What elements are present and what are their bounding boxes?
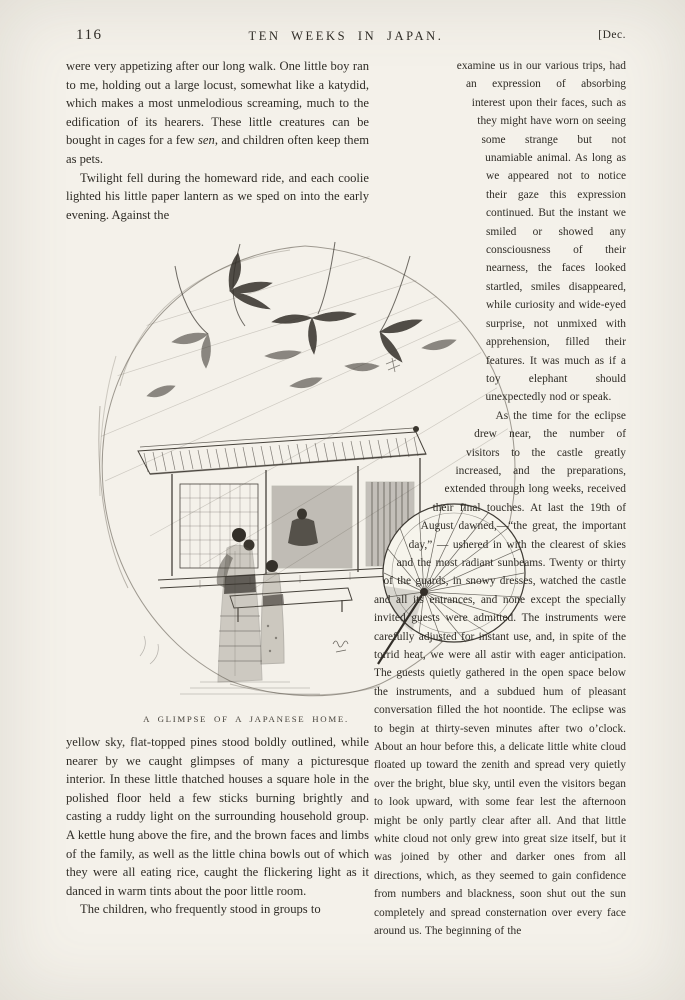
date-marker: [Dec. [598, 29, 626, 41]
left-column-bottom [66, 733, 369, 919]
page-header [66, 27, 626, 47]
paragraph: examine us in our various trips, had an expression of absorbing interest upon their faces, such as they might have worn on seeing some strange but not unamiable animal. As long as we appeared not to notice their gaze this expression continued. But the instant we smiled or showed any consciousness of their nearness, the faces looked startled, smiles disappeared, while curiosity and wide-eyed surprise, not unmixed with apprehension, filled their features. It was much as if a toy elephant should unexpectedly nod or speak. [456, 60, 626, 404]
paragraph-text: , and children often keep them as pets. [66, 133, 369, 166]
paragraph: The children, who frequently stood in groups to [80, 902, 321, 917]
right-column [374, 57, 626, 941]
paragraph [66, 57, 369, 169]
illustration-caption: A GLIMPSE OF A JAPANESE HOME. [143, 714, 349, 724]
paragraph: yellow sky, flat-topped pines stood boldly outlined, while nearer by we caught glimpses of many a picturesque interior. In these little thatched houses a square hole in the polished floor held a few sticks burning brightly and casting a ruddy light on the surrounding household group. A kettle hung above the fire, and the brown faces and limbs of the family, as well as the little china bowls out of which they were all eating rice, caught the flickering light as it danced in warm tints about the poor little room. [66, 735, 369, 898]
running-title: TEN WEEKS IN JAPAN. [248, 29, 444, 43]
artist-signature [333, 641, 348, 652]
paragraph-text: were very appetizing after our long walk. One little boy ran to me, holding out a large locust, somewhat like a katydid, which makes a most unmelodious screaming, much to the edification of its hearers. These little creatures can be bought in cages for a few [66, 59, 369, 148]
page-number: 116 [76, 27, 103, 43]
paragraph: Twilight fell during the homeward ride, and each coolie lighted his little paper lantern as we sped on into the early evening. Against the [66, 170, 369, 222]
left-column-top [66, 57, 369, 224]
italic-word: sen [198, 133, 215, 148]
paragraph: As the time for the eclipse drew near, the number of visitors to the castle greatly increased, and the preparations, extended through long weeks, received their final touches. At last the 19th of August dawned,—“the great, the important day,” — ushered in with the clearest of skies and the most radiant sunbeams. Twenty or thirty of the guards, in snowy dresses, watched the castle and all its entrances, and none except the specially invited guests were admitted. The instruments were carefully adjusted for instant use, and, in spite of the torrid heat, we were all astir with eager anticipation. The guests quietly gathered in the open space below the instruments, and a subdued hum of pleasant conversation filled the hot noontide. The eclipse was to begin at thirty-seven minutes after two o’clock. About an hour before this, a delicate little white cloud floated up toward the zenith and spread very quietly over the bright, blue sky, until even the visitors began to look upward, with some fear lest the afternoon might be only partly clear after all. And that little white cloud not only grew into great size itself, but it was joined by other and darker ones from all directions, which, as they seemed to gain confidence from numbers and blackness, soon shut out the sun completely and spread consternation over every face around us. The beginning of the [374, 409, 626, 938]
